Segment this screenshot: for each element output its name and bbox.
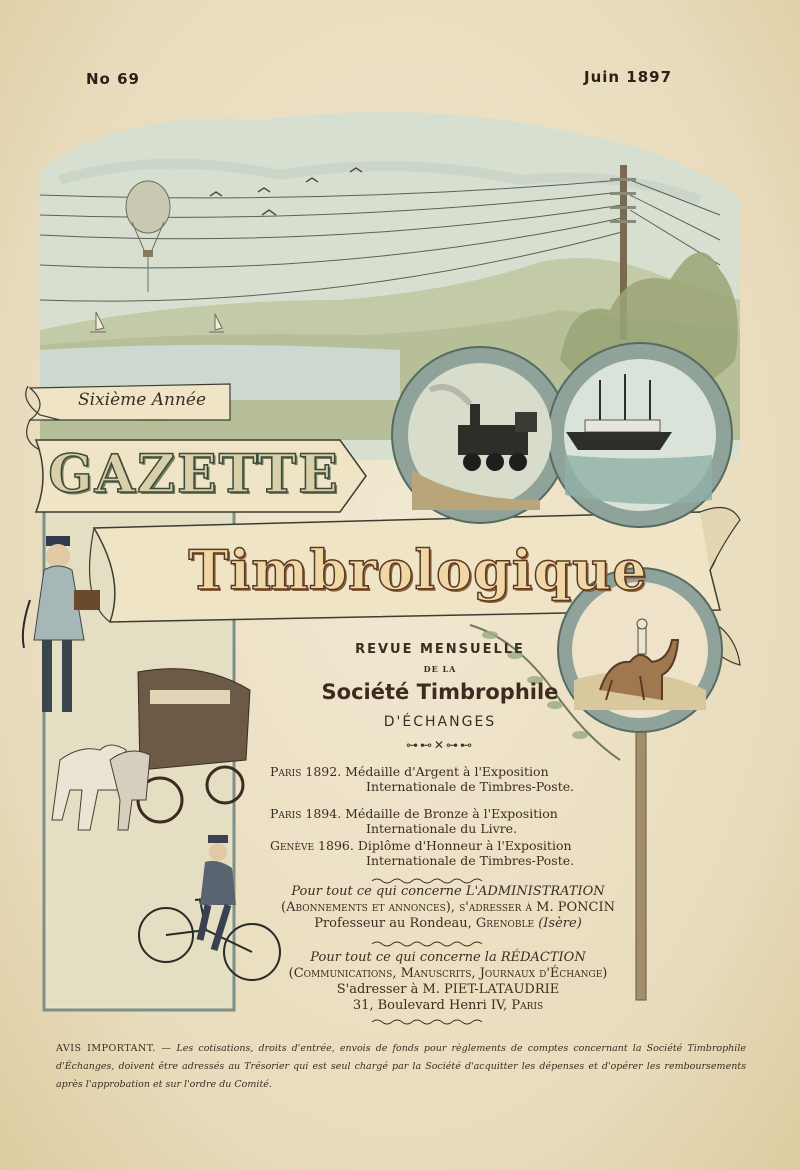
redaction-block <box>248 950 648 1014</box>
medal-line1: Médaille de Bronze à l'Exposition <box>345 806 558 821</box>
medal-city: Genève 1896. <box>270 838 354 853</box>
redac-line4-a: 31, Boulevard Henri IV, <box>352 998 508 1013</box>
important-notice <box>56 1040 746 1094</box>
issue-number: No 69 <box>86 70 140 88</box>
medal-item <box>270 838 630 868</box>
redac-line4-city: Paris <box>511 998 544 1013</box>
medal-line1: Médaille d'Argent à l'Exposition <box>345 764 549 779</box>
redac-line2: (Communications, Manuscrits, Journaux d'Échange) <box>288 966 608 981</box>
medal-city: Paris 1894. <box>270 806 342 821</box>
divider <box>372 942 482 946</box>
subtitle-revue: REVUE MENSUELLE <box>355 642 525 657</box>
medal-item <box>270 806 630 836</box>
title-timbrologique: Timbrologique <box>188 538 648 602</box>
medal-city: Paris 1892. <box>270 764 342 779</box>
ornament: ⊶⊷✕⊶⊷ <box>405 738 475 752</box>
medal-line2: Internationale du Livre. <box>366 821 518 836</box>
subtitle-dela: DE LA <box>423 664 457 674</box>
admin-line3-a: Professeur au Rondeau, <box>314 916 472 931</box>
medal-item <box>270 764 630 794</box>
notice-body: Les cotisations, droits d'entrée, envois de fonds pour règlements de comptes concernant la Société Timbrophile d'Échanges, doivent être adressés au Trésorier qui est seul chargé par la Société d'acquitter les dépenses et d'opérer les remboursements après l'approbation et sur l'ordre du Comité. <box>56 1043 746 1090</box>
divider <box>372 879 482 883</box>
administration-block <box>248 884 648 932</box>
admin-line3-city: Grenoble <box>475 916 535 931</box>
admin-line3 <box>248 916 648 932</box>
admin-line1: Pour tout ce qui concerne L'ADMINISTRATION <box>291 884 605 899</box>
title-gazette: GAZETTE <box>48 444 340 505</box>
divider <box>372 1020 482 1024</box>
year-label: Sixième Année <box>77 390 207 410</box>
notice-lead: AVIS IMPORTANT. — <box>56 1043 172 1054</box>
medal-line1: Diplôme d'Honneur à l'Exposition <box>357 838 572 853</box>
redac-line4 <box>248 998 648 1014</box>
redac-line3: S'adresser à M. PIET-LATAUDRIE <box>336 982 560 997</box>
admin-line2: (Abonnements et annonces), s'adresser à M. PONCIN <box>281 900 615 915</box>
issue-date: Juin 1897 <box>584 68 673 86</box>
medal-line2: Internationale de Timbres-Poste. <box>366 779 575 794</box>
redac-line1: Pour tout ce qui concerne la RÉDACTION <box>310 950 586 965</box>
medal-line2: Internationale de Timbres-Poste. <box>366 853 575 868</box>
admin-line3-region: (Isère) <box>538 916 582 931</box>
society-name: Société Timbrophile <box>321 680 559 704</box>
subtitle-dechanges: D'ÉCHANGES <box>383 714 497 730</box>
